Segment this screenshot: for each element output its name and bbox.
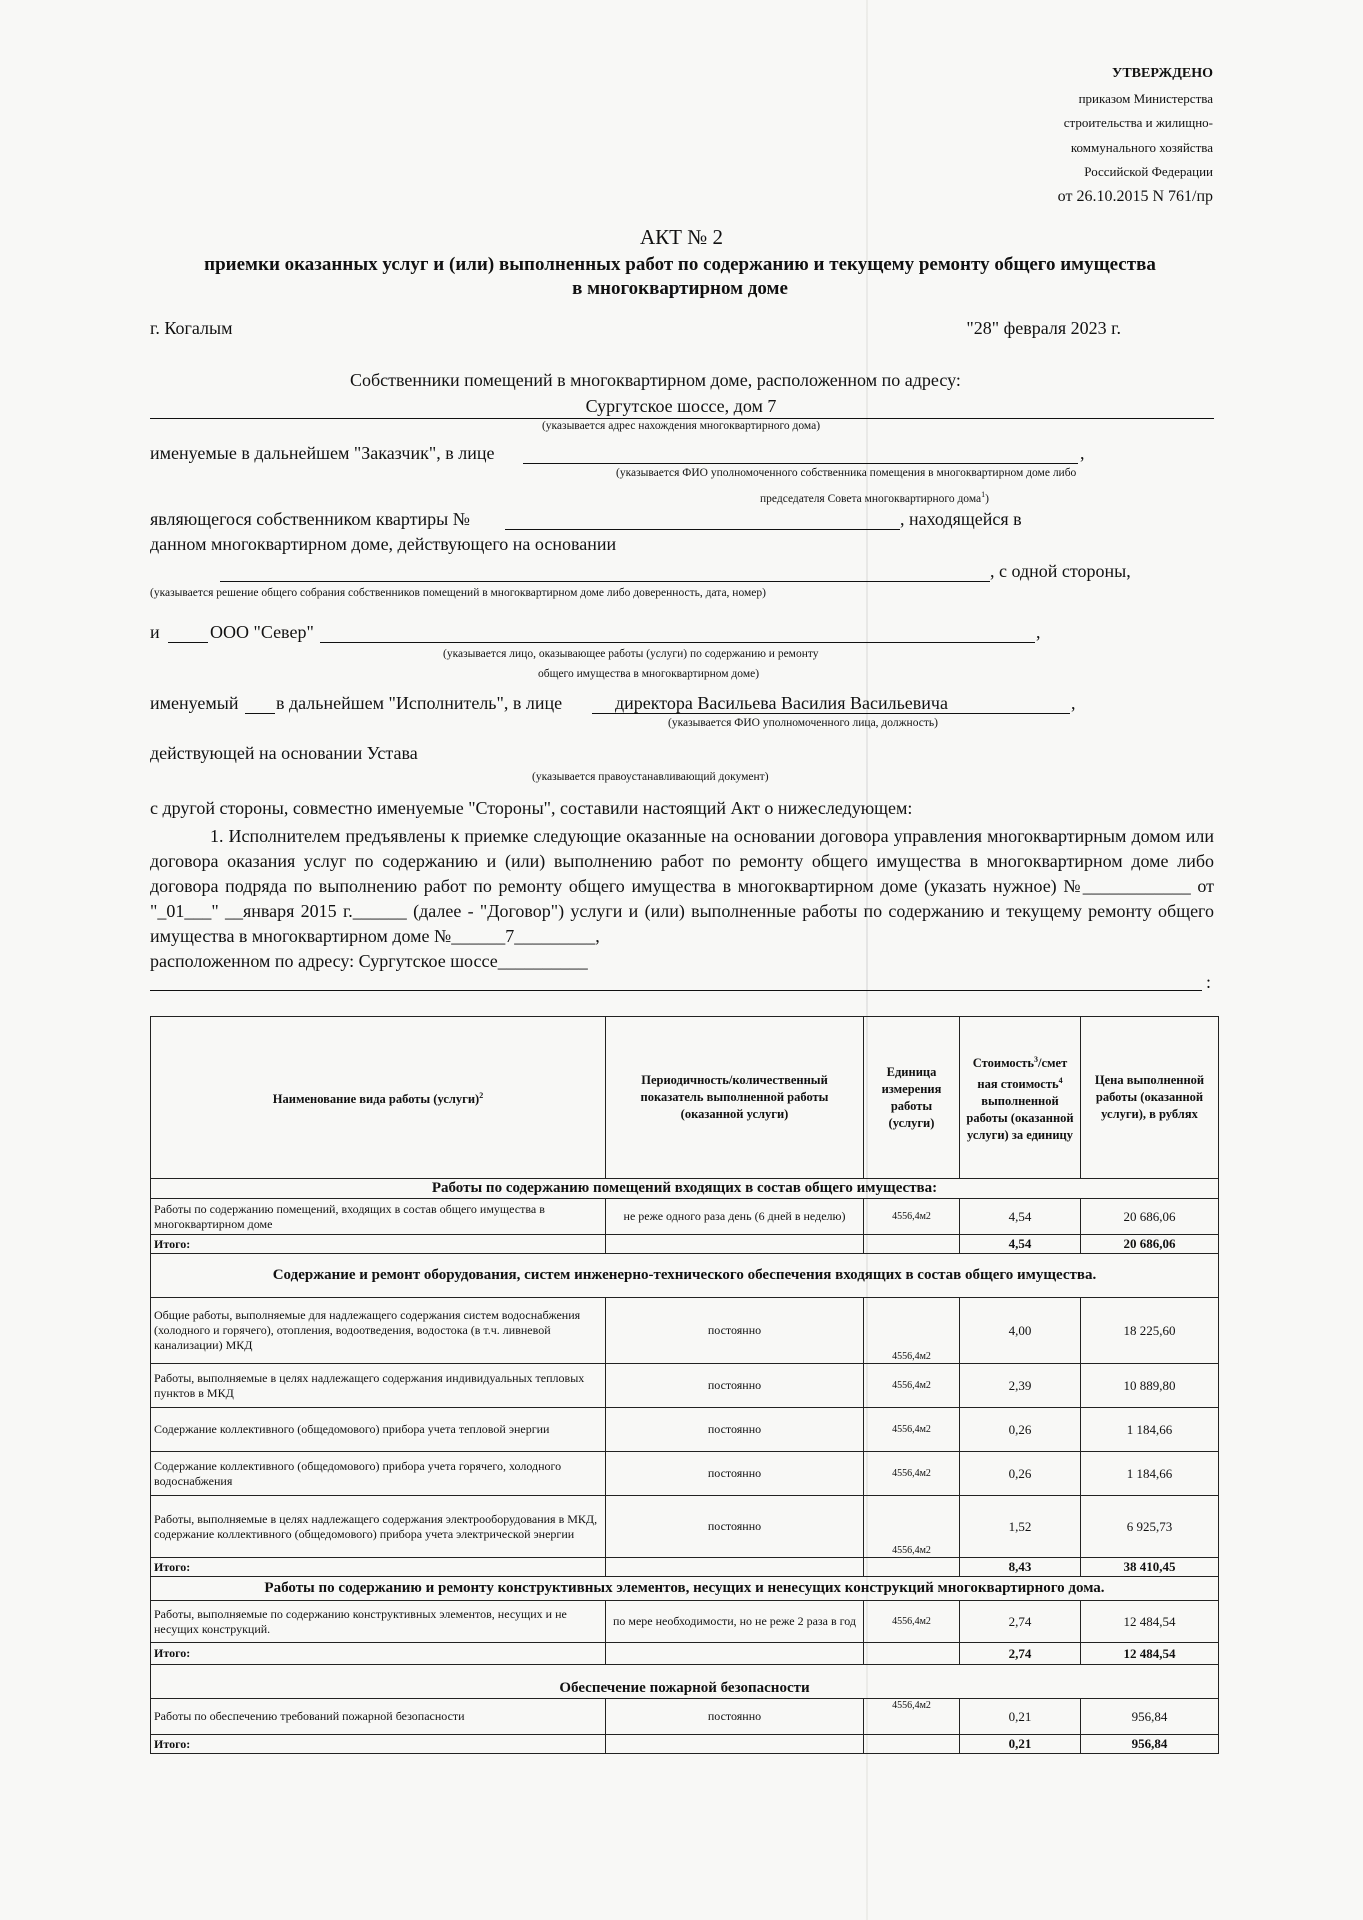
total-cost: 8,43	[960, 1558, 1081, 1577]
header-cost-a: Стоимость	[972, 1056, 1034, 1070]
total-label: Итого:	[151, 1558, 606, 1577]
comma: ,	[1071, 693, 1076, 713]
empty-cell	[606, 1643, 864, 1665]
header-cost-c: выполненной работы (оказанной услуги) за единицу	[966, 1094, 1074, 1143]
work-name: Работы, выполняемые в целях надлежащего содержания электрооборудования в МКД, содержание коллективного (общедомового) прибора учета электрической энергии	[151, 1496, 606, 1558]
footnote-ref: 1	[981, 490, 986, 499]
work-period: постоянно	[606, 1298, 864, 1364]
work-name: Содержание коллективного (общедомового) прибора учета тепловой энергии	[151, 1408, 606, 1452]
total-cost: 2,74	[960, 1643, 1081, 1665]
located-text: , находящейся в	[900, 509, 1022, 529]
header-price: Цена выполненной работы (оказанной услуги), в рублях	[1081, 1017, 1219, 1179]
act-subtitle-line: в многоквартирном доме	[572, 278, 788, 299]
comma: ,	[1036, 622, 1041, 642]
approved-line: Российской Федерации	[1084, 164, 1213, 179]
total-label: Итого:	[151, 1735, 606, 1754]
header-period: Периодичность/количественный показатель выполненной работы (оказанной услуги)	[606, 1017, 864, 1179]
table-row	[151, 1699, 1219, 1735]
section-title: Работы по содержанию и ремонту конструктивных элементов, несущих и ненесущих конструкций многоквартирного дома.	[151, 1577, 1219, 1601]
named-line	[245, 713, 275, 714]
table-header-row	[151, 1017, 1219, 1179]
table-row	[151, 1408, 1219, 1452]
work-unit: 4556,4м2	[864, 1601, 960, 1643]
acting-note: (указывается правоустанавливающий документ)	[532, 771, 769, 783]
acting-text: действующей на основании Устава	[150, 743, 418, 763]
work-name: Работы, выполняемые в целях надлежащего содержания индивидуальных тепловых пунктов в МКД	[151, 1364, 606, 1408]
work-period: постоянно	[606, 1699, 864, 1735]
work-name: Общие работы, выполняемые для надлежащего содержания систем водоснабжения (холодного и горячего), отопления, водоотведения, водостока (в т.ч. ливневой канализации) МКД	[151, 1298, 606, 1364]
approved-order-date: от 26.10.2015 N 761/пр	[1057, 187, 1213, 205]
empty-cell	[864, 1558, 960, 1577]
total-price: 20 686,06	[1081, 1235, 1219, 1254]
work-cost: 4,54	[960, 1199, 1081, 1235]
total-row	[151, 1558, 1219, 1577]
header-cost	[960, 1017, 1081, 1179]
empty-cell	[864, 1235, 960, 1254]
total-price: 12 484,54	[1081, 1643, 1219, 1665]
work-unit: 4556,4м2	[864, 1364, 960, 1408]
approval-stamp	[1058, 62, 1213, 209]
work-unit: 4556,4м2	[864, 1699, 960, 1735]
customer-note: (указывается ФИО уполномоченного собственника помещения в многоквартирном доме либо	[616, 467, 1077, 479]
empty-cell	[864, 1643, 960, 1665]
section-title: Обеспечение пожарной безопасности	[151, 1665, 1219, 1699]
table-row	[151, 1452, 1219, 1496]
work-period: постоянно	[606, 1452, 864, 1496]
contractor-note: общего имущества в многоквартирном доме)	[538, 668, 760, 680]
colon: :	[1206, 972, 1212, 992]
table-row	[151, 1298, 1219, 1364]
work-price: 6 925,73	[1081, 1496, 1219, 1558]
work-period: постоянно	[606, 1364, 864, 1408]
flat-line	[505, 529, 900, 530]
director-name: директора Васильева Василия Васильевича	[615, 693, 948, 713]
work-price: 1 184,66	[1081, 1452, 1219, 1496]
customer-line	[523, 463, 1078, 464]
work-price: 18 225,60	[1081, 1298, 1219, 1364]
total-row	[151, 1735, 1219, 1754]
approved-line: коммунального хозяйства	[1070, 139, 1213, 155]
act-date: "28" февраля 2023 г.	[966, 318, 1121, 338]
one-side-text: , с одной стороны,	[990, 561, 1131, 581]
act-subtitle	[150, 253, 1210, 301]
table-row	[151, 1601, 1219, 1643]
section-title: Работы по содержанию помещений входящих в состав общего имущества:	[151, 1179, 1219, 1199]
clause-1-address: расположенном по адресу: Сургутское шоссе__________	[150, 951, 588, 971]
footnote-ref: 4	[1058, 1076, 1063, 1085]
city: г. Когалым	[150, 318, 233, 338]
act-title: АКТ № 2	[639, 225, 724, 249]
table-row	[151, 1199, 1219, 1235]
work-cost: 0,26	[960, 1408, 1081, 1452]
work-cost: 1,52	[960, 1496, 1081, 1558]
work-price: 20 686,06	[1081, 1199, 1219, 1235]
total-row	[151, 1235, 1219, 1254]
work-cost: 4,00	[960, 1298, 1081, 1364]
named-text: именуемый	[150, 693, 239, 713]
address-value: Сургутское шоссе, дом 7	[585, 396, 777, 416]
empty-cell	[864, 1735, 960, 1754]
approved-line: приказом Министерства	[1078, 90, 1213, 106]
section-row	[151, 1577, 1219, 1601]
work-period: постоянно	[606, 1408, 864, 1452]
work-unit: 4556,4м2	[864, 1199, 960, 1235]
work-period: постоянно	[606, 1496, 864, 1558]
clause-line	[150, 990, 1202, 991]
work-price: 956,84	[1081, 1699, 1219, 1735]
header-name	[151, 1017, 606, 1179]
work-cost: 0,21	[960, 1699, 1081, 1735]
director-note: (указывается ФИО уполномоченного лица, должность)	[668, 717, 938, 729]
work-name: Работы, выполняемые по содержанию конструктивных элементов, несущих и не несущих конструкций.	[151, 1601, 606, 1643]
work-unit: 4556,4м2	[864, 1298, 960, 1364]
address-note: (указывается адрес нахождения многоквартирного дома)	[541, 420, 821, 432]
work-price: 12 484,54	[1081, 1601, 1219, 1643]
act-subtitle-line: приемки оказанных услуг и (или) выполненных работ по содержанию и текущему ремонту общего имущества	[204, 254, 1156, 275]
work-name: Работы по обеспечению требований пожарной безопасности	[151, 1699, 606, 1735]
basis-text: данном многоквартирном доме, действующего на основании	[150, 534, 617, 554]
work-unit: 4556,4м2	[864, 1496, 960, 1558]
customer-note-end: )	[985, 492, 989, 505]
total-row	[151, 1643, 1219, 1665]
work-name: Работы по содержанию помещений, входящих в состав общего имущества в многоквартирном доме	[151, 1199, 606, 1235]
address-line	[150, 418, 1214, 419]
work-period: не реже одного раза день (6 дней в неделю)	[606, 1199, 864, 1235]
work-unit: 4556,4м2	[864, 1408, 960, 1452]
and-line	[168, 642, 208, 643]
table-row	[151, 1496, 1219, 1558]
header-cost-b: /смет ная стоимость	[977, 1056, 1068, 1092]
comma: ,	[1080, 443, 1085, 463]
section-title: Содержание и ремонт оборудования, систем инженерно-технического обеспечения входящих в состав общего имущества.	[151, 1254, 1219, 1298]
customer-text: именуемые в дальнейшем "Заказчик", в лице	[150, 443, 495, 463]
total-cost: 4,54	[960, 1235, 1081, 1254]
empty-cell	[606, 1735, 864, 1754]
named-text-2: в дальнейшем "Исполнитель", в лице	[276, 693, 563, 713]
basis-note: (указывается решение общего собрания собственников помещений в многоквартирном доме либо доверенность, дата, номер)	[150, 587, 766, 599]
other-side-text: с другой стороны, совместно именуемые "Стороны", составили настоящий Акт о нижеследующем:	[150, 798, 913, 818]
total-price: 38 410,45	[1081, 1558, 1219, 1577]
work-cost: 0,26	[960, 1452, 1081, 1496]
header-unit: Единица измерения работы (услуги)	[864, 1017, 960, 1179]
total-price: 956,84	[1081, 1735, 1219, 1754]
and-text: и	[150, 622, 160, 642]
customer-note-text: председателя Совета многоквартирного дома	[760, 492, 982, 505]
approved-line: строительства и жилищно-	[1063, 115, 1213, 130]
total-label: Итого:	[151, 1235, 606, 1254]
work-unit: 4556,4м2	[864, 1452, 960, 1496]
customer-note	[760, 490, 989, 505]
work-price: 10 889,80	[1081, 1364, 1219, 1408]
footnote-ref: 2	[479, 1090, 484, 1100]
table-row	[151, 1364, 1219, 1408]
owners-text: Собственники помещений в многоквартирном доме, расположенном по адресу:	[350, 370, 961, 390]
work-name: Содержание коллективного (общедомового) прибора учета горячего, холодного водоснабжения	[151, 1452, 606, 1496]
work-cost: 2,39	[960, 1364, 1081, 1408]
work-cost: 2,74	[960, 1601, 1081, 1643]
clause-1-text: 1. Исполнителем предъявлены к приемке следующие оказанные на основании договора управления многоквартирным домом или договора оказания услуг по содержанию и (или) выполнению работ по ремонту общего имущества в многоквартирном доме либо договора подряда по выполнению работ по ремонту общего имущества в многоквартирном доме (указать нужное) №____________ от "_01___" __января 2015 г.______ (далее - "Договор") услуги и (или) выполненные работы по содержанию и текущему ремонту общего имущества в многоквартирном доме №______7_________,	[150, 826, 1214, 946]
work-period: по мере необходимости, но не реже 2 раза в год	[606, 1601, 864, 1643]
section-row	[151, 1665, 1219, 1699]
section-row	[151, 1179, 1219, 1199]
basis-line	[220, 581, 990, 582]
contractor-line	[320, 642, 1035, 643]
contractor-note: (указывается лицо, оказывающее работы (услуги) по содержанию и ремонту	[443, 648, 819, 660]
header-name-text: Наименование вида работы (услуги)	[272, 1092, 480, 1107]
works-table	[150, 1016, 1219, 1754]
total-label: Итого:	[151, 1643, 606, 1665]
section-row	[151, 1254, 1219, 1298]
total-cost: 0,21	[960, 1735, 1081, 1754]
approved-heading: УТВЕРЖДЕНО	[1112, 66, 1213, 81]
owner-flat-text: являющегося собственником квартиры №	[150, 509, 470, 529]
footnote-ref: 3	[1033, 1054, 1038, 1064]
work-price: 1 184,66	[1081, 1408, 1219, 1452]
empty-cell	[606, 1235, 864, 1254]
empty-cell	[606, 1558, 864, 1577]
contractor-name: ООО "Север"	[210, 622, 314, 642]
clause-1	[150, 824, 1214, 974]
